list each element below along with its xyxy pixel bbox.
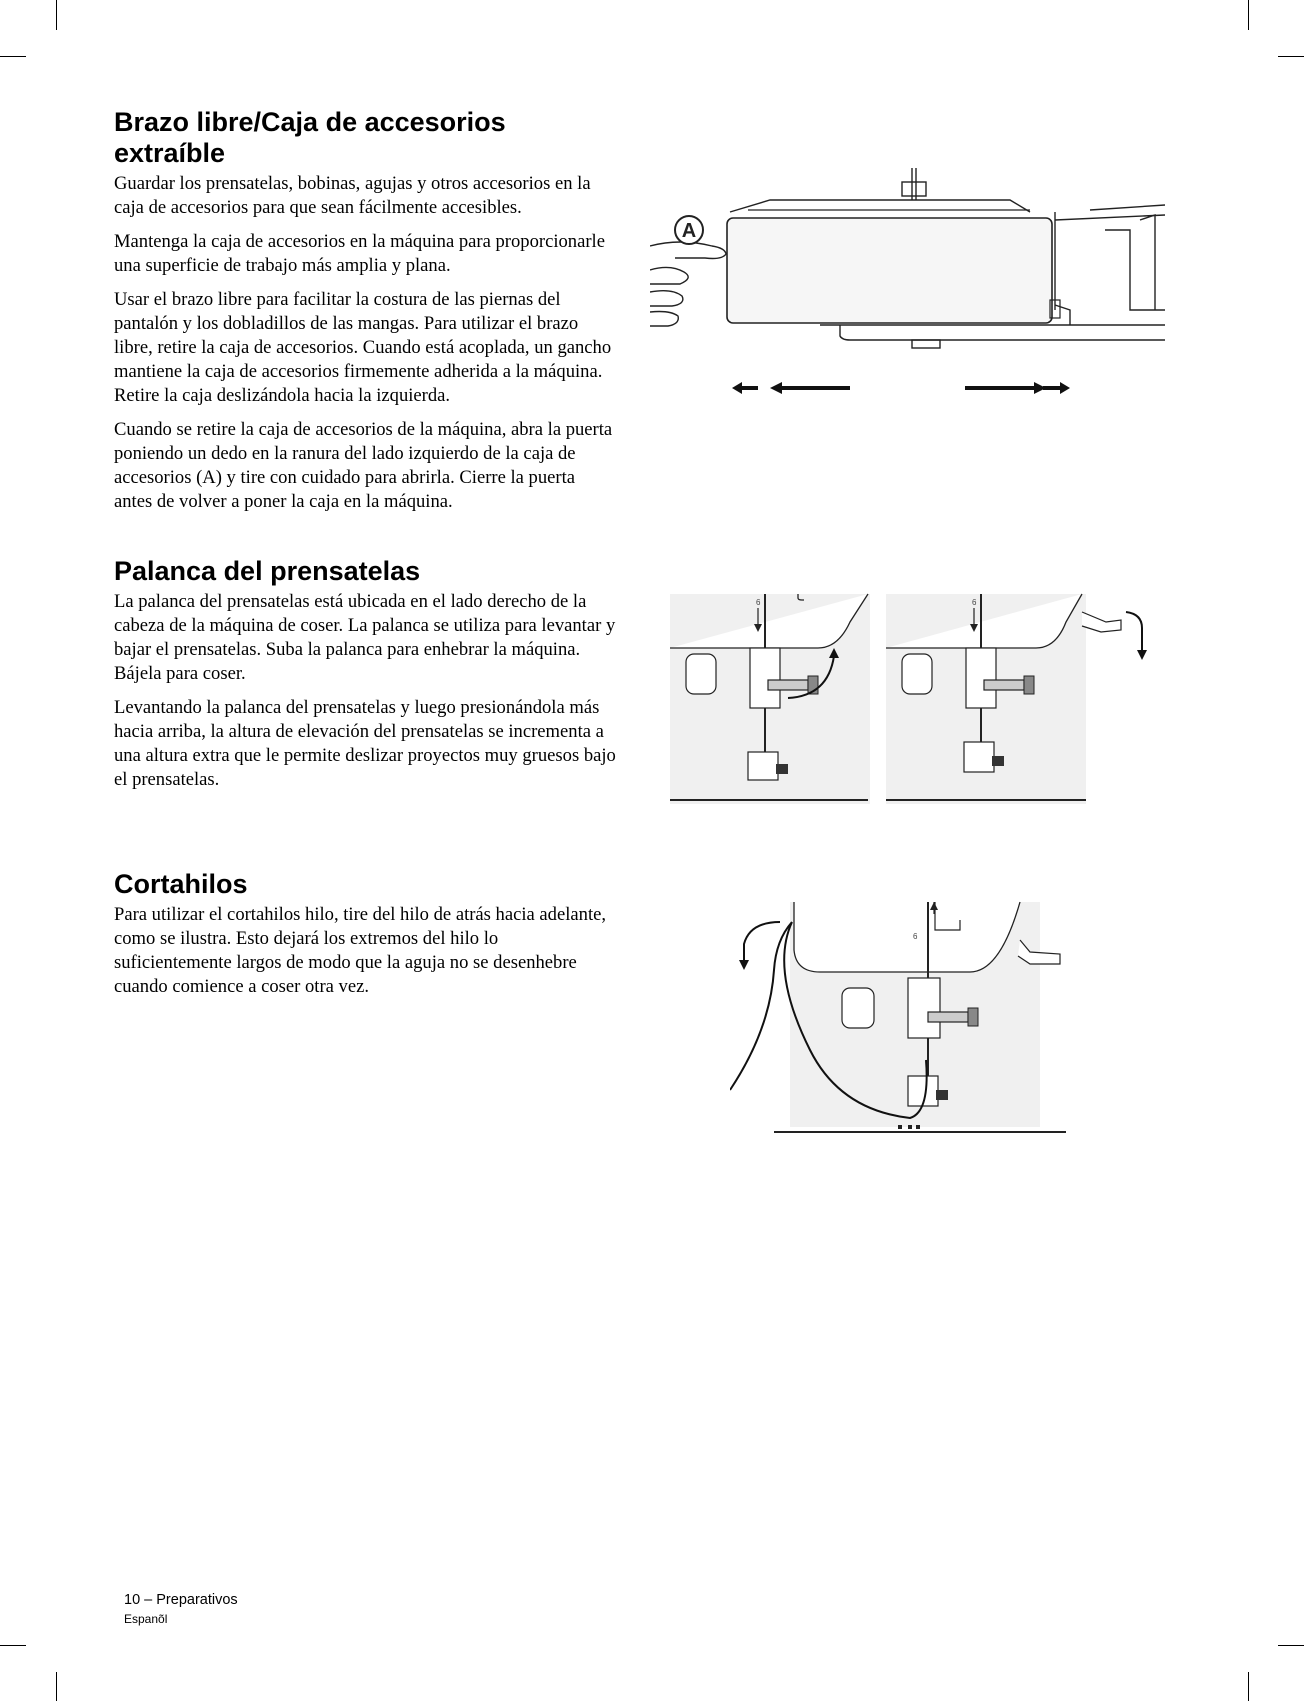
right-arrow-icon — [965, 382, 1070, 394]
paragraph: Levantando la palanca del prensatelas y luego presionándola más hacia arriba, la altura de elevación del prensatelas se incrementa a una altura extra que le permite deslizar proyectos muy gruesos bajo el prensatelas. — [114, 697, 616, 790]
svg-text:6: 6 — [756, 598, 761, 607]
svg-text:6: 6 — [913, 932, 918, 941]
section-accessory-box — [114, 107, 616, 524]
accessory-box — [727, 218, 1052, 323]
svg-text:A: A — [681, 220, 697, 242]
paragraph: Mantenga la caja de accesorios en la máquina para proporcionarle una superficie de trabajo más amplia y plana. — [114, 231, 605, 276]
paragraph: Usar el brazo libre para facilitar la costura de las piernas del pantalón y los dobladillos de las mangas. Para utilizar el brazo libre, retire la caja de accesorios. Cuando está acoplada, un gancho mantiene la caja de accesorios firmemente adherida a la máquina. Retire la caja deslizándola hacia la izquierda. — [114, 289, 612, 406]
accessory-box-illustration — [650, 160, 1165, 400]
crop-mark-bottom-left-v — [56, 1672, 57, 1701]
paragraph: Para utilizar el cortahilos hilo, tire del hilo de atrás hacia adelante, como se ilustra. Esto dejará los extremos del hilo lo suficientemente largos de modo que la aguja no se desenhebre cuando comience a coser otra vez. — [114, 904, 607, 997]
page-number-label: 10 – Preparativos — [124, 1592, 238, 1608]
svg-text:6: 6 — [972, 598, 977, 607]
crop-mark-top-right-v — [1248, 0, 1249, 30]
paragraph: La palanca del prensatelas está ubicada en el lado derecho de la cabeza de la máquina de coser. La palanca se utiliza para levantar y bajar el prensatelas. Suba la palanca para enhebrar la máquina. Bájela para coser. — [114, 591, 616, 684]
presser-lever-illustration — [668, 592, 1168, 812]
crop-mark-top-right-h — [1278, 56, 1304, 57]
crop-mark-bottom-left-h — [0, 1645, 26, 1646]
paragraph: Cuando se retire la caja de accesorios de la máquina, abra la puerta poniendo un dedo en la ranura del lado izquierdo de la caja de accesorios (A) y tire con cuidado para abrirla. Cierre la puerta antes de volver a poner la caja en la máquina. — [114, 419, 613, 512]
section-presser-foot-lever — [114, 556, 616, 802]
crop-mark-bottom-right-h — [1278, 1645, 1304, 1646]
left-arrow-icon — [732, 382, 850, 394]
paragraph: Guardar los prensatelas, bobinas, agujas y otros accesorios en la caja de accesorios para que sean fácilmente accesibles. — [114, 173, 591, 218]
hand-drawing — [650, 242, 726, 326]
section-heading: Brazo libre/Caja de accesorios extraíble — [114, 107, 506, 168]
thread-cutter-illustration — [730, 900, 1070, 1140]
callout-a — [675, 216, 703, 244]
section-heading: Cortahilos — [114, 869, 248, 899]
presser-lever-panel-raise — [670, 594, 870, 804]
crop-mark-bottom-right-v — [1248, 1672, 1249, 1701]
crop-mark-top-left-h — [0, 56, 26, 57]
section-heading: Palanca del prensatelas — [114, 556, 421, 586]
presser-lever-panel-extra-lift — [886, 594, 1147, 804]
down-arrow-icon — [739, 960, 749, 970]
section-thread-cutter — [114, 869, 616, 1009]
language-label: Espanõl — [124, 1612, 168, 1626]
crop-mark-top-left-v — [56, 0, 57, 30]
